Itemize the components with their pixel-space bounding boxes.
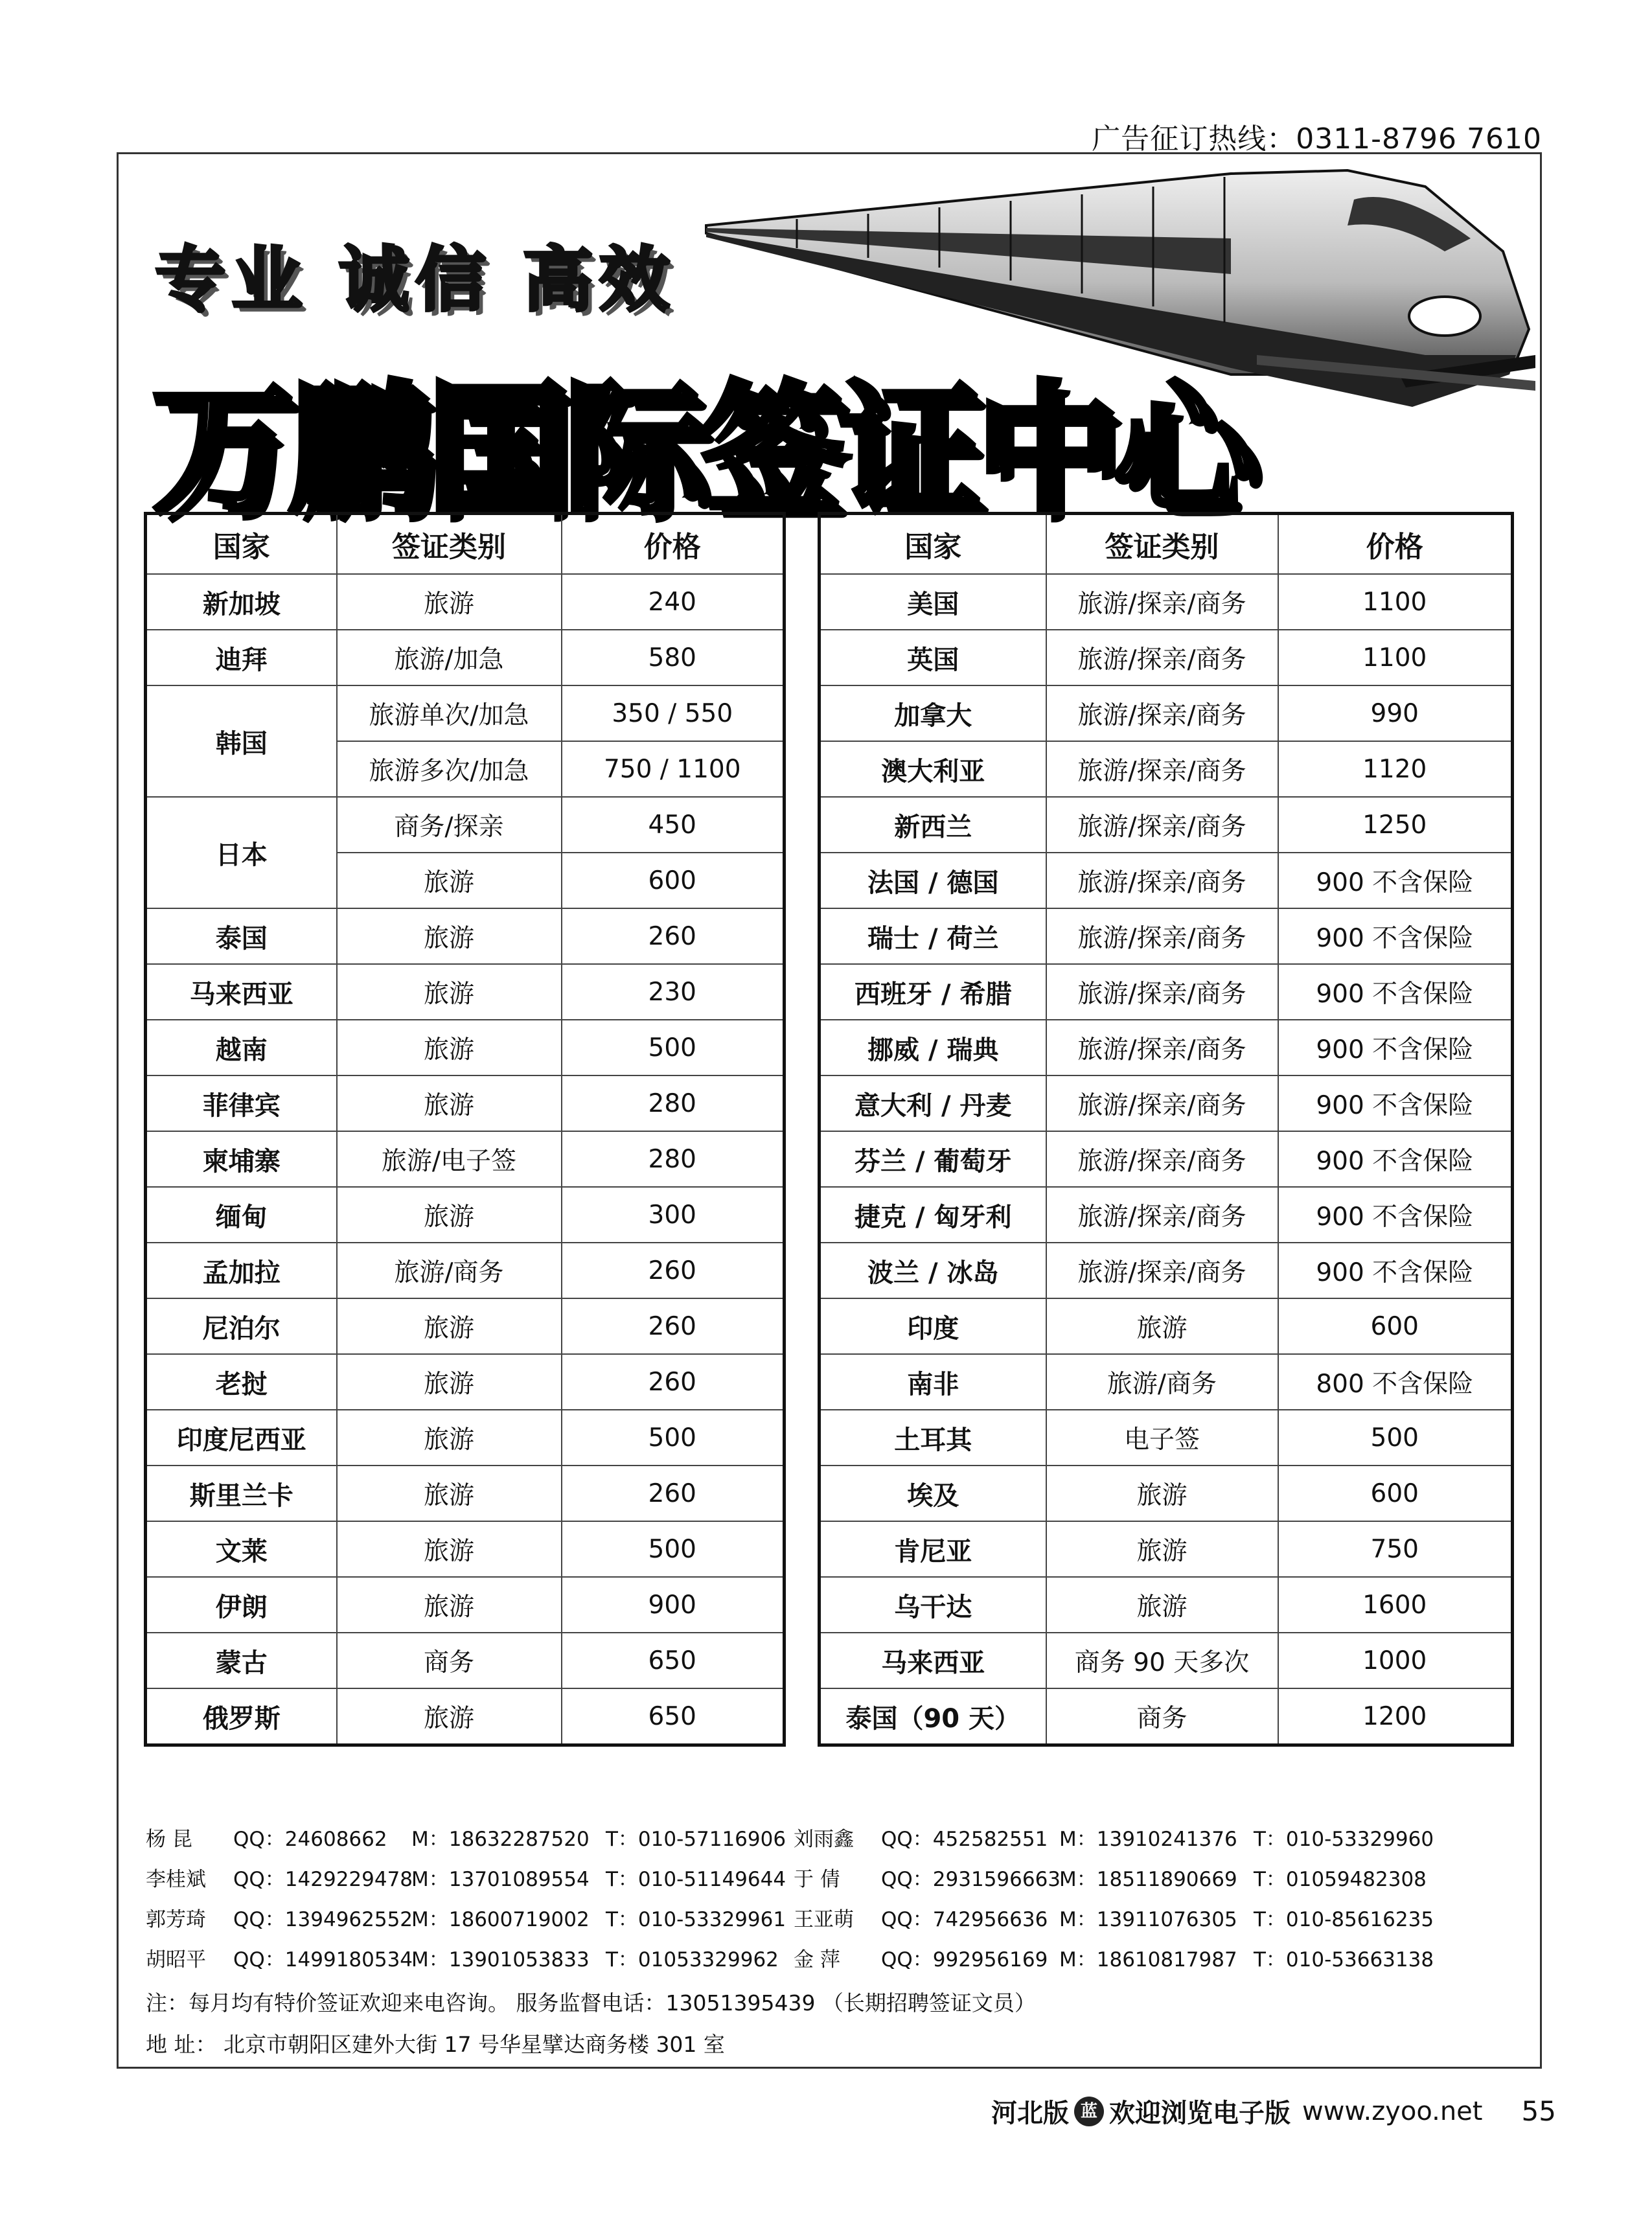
country-cell: 加拿大: [820, 685, 1046, 741]
price-cell: 240: [562, 574, 785, 630]
visa-type-cell: 旅游: [337, 1688, 562, 1745]
price-cell: 900 不含保险: [1278, 1075, 1513, 1131]
country-cell: 芬兰 / 葡萄牙: [820, 1131, 1046, 1187]
table-row: [820, 908, 1513, 964]
country-cell: 缅甸: [146, 1187, 337, 1243]
country-cell: 文莱: [146, 1521, 337, 1577]
price-cell: 800 不含保险: [1278, 1354, 1513, 1410]
visa-type-cell: 旅游/探亲/商务: [1046, 853, 1278, 908]
table-header-row: [146, 514, 785, 575]
country-cell: 新西兰: [820, 797, 1046, 853]
visa-type-cell: 旅游/探亲/商务: [1046, 574, 1278, 630]
contact-t: T：010-51149644: [606, 1868, 786, 1891]
contact-m: M：13911076305: [1059, 1908, 1237, 1931]
table-row: [820, 1243, 1513, 1298]
price-cell: 1100: [1278, 574, 1513, 630]
visa-type-cell: 旅游: [337, 1354, 562, 1410]
contact-name: 金 萍: [794, 1948, 840, 1972]
price-cell: 1200: [1278, 1688, 1513, 1745]
visa-type-cell: 电子签: [1046, 1410, 1278, 1466]
table-row: [820, 1688, 1513, 1745]
table-row: [146, 1521, 785, 1577]
table-row: [820, 1354, 1513, 1410]
price-cell: 350 / 550: [562, 685, 785, 741]
contact-name: 胡昭平: [146, 1948, 206, 1972]
price-cell: 280: [562, 1131, 785, 1187]
table-row: [820, 1075, 1513, 1131]
welcome-text: 欢迎浏览电子版: [1109, 2098, 1291, 2128]
contact-qq: QQ：1429229478: [233, 1868, 413, 1891]
visa-type-cell: 商务: [1046, 1688, 1278, 1745]
price-cell: 500: [562, 1521, 785, 1577]
table-row: [146, 1187, 785, 1243]
contact-m: M：13901053833: [411, 1948, 590, 1972]
visa-type-cell: 旅游/探亲/商务: [1046, 1075, 1278, 1131]
country-cell: 柬埔寨: [146, 1131, 337, 1187]
visa-type-cell: 旅游/探亲/商务: [1046, 630, 1278, 685]
table-row: [146, 1075, 785, 1131]
address-text: 地 址： 北京市朝阳区建外大街 17 号华星擘达商务楼 301 室: [146, 2032, 725, 2057]
contact-t: T：01053329962: [606, 1948, 779, 1972]
price-cell: 750 / 1100: [562, 741, 785, 797]
price-cell: 500: [562, 1410, 785, 1466]
table-row: [146, 1577, 785, 1633]
table-row: [820, 1577, 1513, 1633]
visa-type-cell: 旅游: [1046, 1577, 1278, 1633]
price-cell: 900 不含保险: [1278, 1020, 1513, 1075]
country-cell: 澳大利亚: [820, 741, 1046, 797]
table-row: [146, 1410, 785, 1466]
price-cell: 600: [1278, 1298, 1513, 1354]
hotline: 广告征订热线：0311-8796 7610: [1092, 122, 1542, 155]
price-cell: 650: [562, 1633, 785, 1688]
visa-type-cell: 旅游/探亲/商务: [1046, 908, 1278, 964]
price-cell: 900 不含保险: [1278, 964, 1513, 1020]
visa-type-cell: 旅游多次/加急: [337, 741, 562, 797]
price-cell: 580: [562, 630, 785, 685]
visa-type-cell: 旅游/探亲/商务: [1046, 1243, 1278, 1298]
contact-t: T：01059482308: [1254, 1868, 1427, 1891]
contact-qq: QQ：1394962552: [233, 1908, 413, 1931]
table-row: [146, 908, 785, 964]
table-row: [146, 1020, 785, 1075]
visa-type-cell: 旅游: [337, 1410, 562, 1466]
country-cell: 乌干达: [820, 1577, 1046, 1633]
table-row: [820, 964, 1513, 1020]
contact-qq: QQ：452582551: [881, 1828, 1048, 1851]
price-cell: 280: [562, 1075, 785, 1131]
visa-type-cell: 旅游: [337, 1075, 562, 1131]
country-cell: 泰国: [146, 908, 337, 964]
visa-type-cell: 旅游: [337, 1020, 562, 1075]
country-cell: 伊朗: [146, 1577, 337, 1633]
visa-type-cell: 旅游/电子签: [337, 1131, 562, 1187]
price-cell: 600: [562, 853, 785, 908]
contact-qq: QQ：742956636: [881, 1908, 1048, 1931]
contact-t: T：010-53329960: [1254, 1828, 1434, 1851]
visa-type-cell: 旅游: [1046, 1298, 1278, 1354]
visa-type-cell: 旅游单次/加急: [337, 685, 562, 741]
contact-m: M：18632287520: [411, 1828, 590, 1851]
contact-m: M：18511890669: [1059, 1868, 1237, 1891]
country-cell: 捷克 / 匈牙利: [820, 1187, 1046, 1243]
price-cell: 260: [562, 908, 785, 964]
price-cell: 900 不含保险: [1278, 908, 1513, 964]
visa-type-cell: 旅游: [337, 574, 562, 630]
country-cell: 蒙古: [146, 1633, 337, 1688]
country-cell: 意大利 / 丹麦: [820, 1075, 1046, 1131]
table-row: [820, 1131, 1513, 1187]
table-row: [820, 1521, 1513, 1577]
table-row: [820, 1466, 1513, 1521]
notes-block: [146, 1983, 1036, 2065]
table-row: [146, 630, 785, 685]
table-row: [820, 1187, 1513, 1243]
country-cell: 泰国（90 天）: [820, 1688, 1046, 1745]
table-row: [146, 1243, 785, 1298]
table-row: [146, 1466, 785, 1521]
header-visa-type: 签证类别: [337, 514, 562, 575]
country-cell: 印度尼西亚: [146, 1410, 337, 1466]
contact-m: M：13910241376: [1059, 1828, 1237, 1851]
table-row: [146, 685, 785, 741]
table-row: [146, 1633, 785, 1688]
visa-type-cell: 旅游: [337, 964, 562, 1020]
header-country: 国家: [820, 514, 1046, 575]
visa-type-cell: 商务: [337, 1633, 562, 1688]
train-illustration: [700, 161, 1535, 452]
visa-type-cell: 旅游: [1046, 1466, 1278, 1521]
visa-type-cell: 旅游/探亲/商务: [1046, 964, 1278, 1020]
country-cell: 越南: [146, 1020, 337, 1075]
country-cell: 南非: [820, 1354, 1046, 1410]
visa-type-cell: 旅游/探亲/商务: [1046, 1187, 1278, 1243]
price-cell: 990: [1278, 685, 1513, 741]
contact-m: M：18600719002: [411, 1908, 590, 1931]
country-cell: 日本: [146, 797, 337, 908]
visa-type-cell: 旅游: [337, 853, 562, 908]
contact-qq: QQ：24608662: [233, 1828, 387, 1851]
table-row: [820, 1633, 1513, 1688]
price-cell: 260: [562, 1354, 785, 1410]
notice-text: 注：每月均有特价签证欢迎来电咨询。 服务监督电话：13051395439 （长期招聘签证文员）: [146, 1990, 1036, 2016]
page-footer: [991, 2093, 1556, 2130]
right-table-body: [820, 574, 1513, 1745]
contact-name: 王亚萌: [794, 1908, 854, 1931]
visa-type-cell: 旅游/商务: [1046, 1354, 1278, 1410]
price-cell: 1600: [1278, 1577, 1513, 1633]
visa-type-cell: 商务 90 天多次: [1046, 1633, 1278, 1688]
visa-type-cell: 旅游/探亲/商务: [1046, 741, 1278, 797]
price-cell: 1120: [1278, 741, 1513, 797]
ad-title: 万鹏国际签证中心: [152, 369, 1251, 533]
country-cell: 英国: [820, 630, 1046, 685]
header-price: 价格: [562, 514, 785, 575]
table-row: [820, 574, 1513, 630]
country-cell: 斯里兰卡: [146, 1466, 337, 1521]
price-cell: 1250: [1278, 797, 1513, 853]
country-cell: 马来西亚: [146, 964, 337, 1020]
header-country: 国家: [146, 514, 337, 575]
country-cell: 孟加拉: [146, 1243, 337, 1298]
visa-type-cell: 旅游: [1046, 1521, 1278, 1577]
price-cell: 900 不含保险: [1278, 853, 1513, 908]
visa-type-cell: 旅游/商务: [337, 1243, 562, 1298]
contact-name: 刘雨鑫: [794, 1828, 854, 1851]
country-cell: 新加坡: [146, 574, 337, 630]
table-row: [146, 1354, 785, 1410]
table-row: [146, 1688, 785, 1745]
contact-t: T：010-53663138: [1254, 1948, 1434, 1972]
left-table-body: [146, 574, 785, 1745]
country-cell: 挪威 / 瑞典: [820, 1020, 1046, 1075]
country-cell: 尼泊尔: [146, 1298, 337, 1354]
visa-type-cell: 旅游: [337, 908, 562, 964]
table-row: [820, 685, 1513, 741]
header-price: 价格: [1278, 514, 1513, 575]
contact-name: 李桂斌: [146, 1868, 206, 1891]
country-cell: 印度: [820, 1298, 1046, 1354]
table-row: [146, 1298, 785, 1354]
visa-type-cell: 旅游/探亲/商务: [1046, 685, 1278, 741]
table-row: [820, 1298, 1513, 1354]
contact-name: 郭芳琦: [146, 1908, 206, 1931]
price-cell: 300: [562, 1187, 785, 1243]
visa-type-cell: 旅游: [337, 1466, 562, 1521]
visa-price-table-right: [818, 512, 1514, 1747]
price-cell: 1100: [1278, 630, 1513, 685]
website-link[interactable]: www.zyoo.net: [1302, 2096, 1483, 2126]
price-cell: 260: [562, 1298, 785, 1354]
table-row: [820, 630, 1513, 685]
country-cell: 肯尼亚: [820, 1521, 1046, 1577]
country-cell: 菲律宾: [146, 1075, 337, 1131]
table-row: [820, 1410, 1513, 1466]
table-row: [146, 964, 785, 1020]
visa-type-cell: 旅游: [337, 1577, 562, 1633]
country-cell: 法国 / 德国: [820, 853, 1046, 908]
price-cell: 900: [562, 1577, 785, 1633]
price-cell: 900 不含保险: [1278, 1243, 1513, 1298]
table-row: [820, 741, 1513, 797]
contact-t: T：010-53329961: [606, 1908, 786, 1931]
table-row: [820, 853, 1513, 908]
contact-qq: QQ：2931596663: [881, 1868, 1061, 1891]
header-visa-type: 签证类别: [1046, 514, 1278, 575]
table-row: [820, 797, 1513, 853]
price-cell: 500: [1278, 1410, 1513, 1466]
price-cell: 260: [562, 1243, 785, 1298]
table-row: [146, 574, 785, 630]
country-cell: 迪拜: [146, 630, 337, 685]
price-cell: 450: [562, 797, 785, 853]
visa-type-cell: 旅游/加急: [337, 630, 562, 685]
table-header-row: [820, 514, 1513, 575]
price-cell: 650: [562, 1688, 785, 1745]
country-cell: 美国: [820, 574, 1046, 630]
country-cell: 马来西亚: [820, 1633, 1046, 1688]
country-cell: 土耳其: [820, 1410, 1046, 1466]
price-cell: 600: [1278, 1466, 1513, 1521]
price-cell: 260: [562, 1466, 785, 1521]
ad-slogan: 专业 诚信 高效: [155, 240, 676, 321]
price-cell: 500: [562, 1020, 785, 1075]
contact-t: T：010-57116906: [606, 1828, 786, 1851]
price-cell: 900 不含保险: [1278, 1187, 1513, 1243]
contact-qq: QQ：1499180534: [233, 1948, 413, 1972]
country-cell: 西班牙 / 希腊: [820, 964, 1046, 1020]
price-cell: 1000: [1278, 1633, 1513, 1688]
price-cell: 230: [562, 964, 785, 1020]
visa-type-cell: 旅游: [337, 1298, 562, 1354]
contact-name: 于 倩: [794, 1868, 840, 1891]
table-row: [820, 1020, 1513, 1075]
visa-type-cell: 旅游/探亲/商务: [1046, 1020, 1278, 1075]
visa-type-cell: 旅游/探亲/商务: [1046, 797, 1278, 853]
table-row: [146, 797, 785, 853]
country-cell: 俄罗斯: [146, 1688, 337, 1745]
contact-qq: QQ：992956169: [881, 1948, 1048, 1972]
edition-label: 河北版: [991, 2098, 1069, 2128]
price-cell: 900 不含保险: [1278, 1131, 1513, 1187]
contact-m: M：13701089554: [411, 1868, 590, 1891]
visa-type-cell: 商务/探亲: [337, 797, 562, 853]
visa-type-cell: 旅游: [337, 1521, 562, 1577]
country-cell: 韩国: [146, 685, 337, 797]
country-cell: 老挝: [146, 1354, 337, 1410]
visa-price-table-left: [144, 512, 786, 1747]
table-row: [146, 1131, 785, 1187]
page-number: 55: [1521, 2095, 1556, 2127]
price-cell: 750: [1278, 1521, 1513, 1577]
contact-name: 杨 昆: [146, 1828, 192, 1851]
visa-type-cell: 旅游/探亲/商务: [1046, 1131, 1278, 1187]
country-cell: 瑞士 / 荷兰: [820, 908, 1046, 964]
edition-badge-icon: 蓝: [1074, 2097, 1104, 2126]
country-cell: 波兰 / 冰岛: [820, 1243, 1046, 1298]
contact-t: T：010-85616235: [1254, 1908, 1434, 1931]
contact-m: M：18610817987: [1059, 1948, 1237, 1972]
country-cell: 埃及: [820, 1466, 1046, 1521]
visa-type-cell: 旅游: [337, 1187, 562, 1243]
